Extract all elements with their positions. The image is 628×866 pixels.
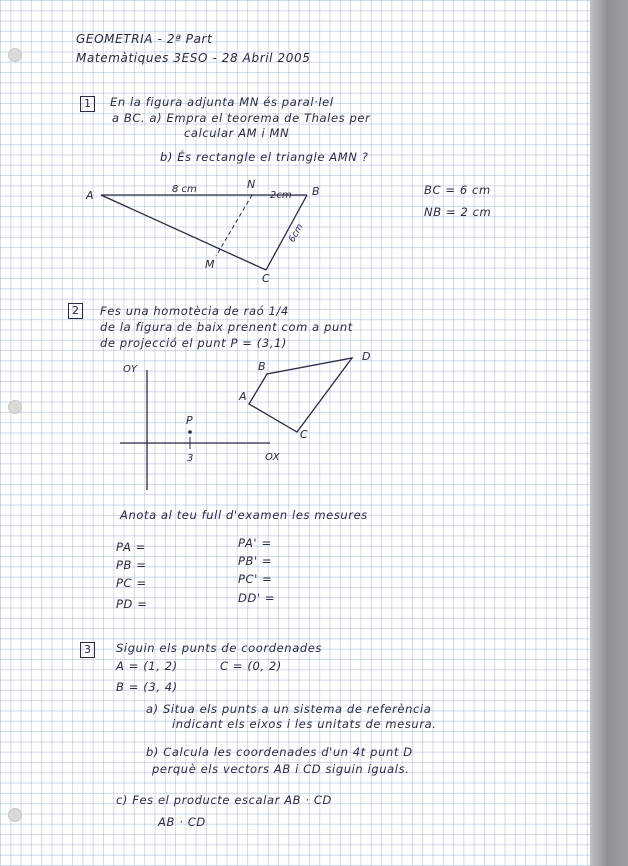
q1-label-m: M <box>205 258 215 271</box>
q2-text-line: de la figura de baix prenent com a punt <box>100 320 353 334</box>
q1-given-bc: BC = 6 cm <box>424 183 491 197</box>
q1-label-b: B <box>312 185 320 198</box>
q3-part-b: perquè els vectors AB i CD siguin iguals. <box>152 762 410 776</box>
q3-part-c: c) Fes el producte escalar AB · CD <box>116 793 333 807</box>
question-number-3: 3 <box>80 642 95 658</box>
q1-label-n: N <box>247 178 256 191</box>
q1-label-a: A <box>86 189 94 202</box>
q2-measure-image: DD' = <box>238 591 276 605</box>
q2-measure-image: PB' = <box>238 554 273 568</box>
q1-length-nb: 2cm <box>270 190 292 201</box>
q3-point-c: C = (0, 2) <box>220 659 282 673</box>
q3-text-line: Siguin els punts de coordenades <box>116 641 323 655</box>
q2-label-p: P <box>186 414 193 427</box>
q2-label-c: C <box>300 428 308 441</box>
q2-measure: PA = <box>116 540 146 554</box>
q2-measure: PB = <box>116 558 147 572</box>
q2-measure: PC = <box>116 576 147 590</box>
q3-part-a: a) Situa els punts a un sistema de referència <box>146 702 432 716</box>
q1-text-line: En la figura adjunta MN és paral·lel <box>110 95 334 109</box>
q3-part-c: AB · CD <box>158 815 206 829</box>
q2-note: Anota al teu full d'examen les mesures <box>120 508 368 522</box>
question-number-2: 2 <box>68 303 83 319</box>
q2-axis-oy: OY <box>123 364 137 375</box>
q1-length-bc: 6cm <box>287 222 306 245</box>
q2-text-line: de projecció el punt P = (3,1) <box>100 336 288 350</box>
question-number-1: 1 <box>80 96 95 112</box>
q3-point-a: A = (1, 2) <box>116 659 178 673</box>
q1-given-nb: NB = 2 cm <box>424 205 492 219</box>
q2-label-b: B <box>258 360 266 373</box>
header-subtitle: Matemàtiques 3ESO - 28 Abril 2005 <box>76 51 311 65</box>
q2-text-line: Fes una homotècia de raó 1/4 <box>100 304 289 318</box>
q1-text-line: a BC. a) Empra el teorema de Thales per <box>112 111 371 125</box>
q1-label-c: C <box>262 272 270 285</box>
q2-measure-image: PA' = <box>238 536 272 550</box>
q2-label-a: A <box>239 390 247 403</box>
q2-axis-ox: OX <box>265 452 280 463</box>
q3-part-b: b) Calcula les coordenades d'un 4t punt D <box>146 745 413 759</box>
q1-length-an: 8 cm <box>172 184 197 195</box>
q2-measure-image: PC' = <box>238 572 273 586</box>
q2-measure: PD = <box>116 597 148 611</box>
q2-tick-3: 3 <box>187 453 194 464</box>
header-title: GEOMETRIA - 2ª Part <box>76 32 213 46</box>
q3-part-a: indicant els eixos i les unitats de mesura. <box>172 717 437 731</box>
q1-text-line: b) És rectangle el triangle AMN ? <box>160 150 369 164</box>
q2-label-d: D <box>362 350 371 363</box>
q1-text-line: calcular AM i MN <box>184 126 290 140</box>
q3-point-b: B = (3, 4) <box>116 680 178 694</box>
